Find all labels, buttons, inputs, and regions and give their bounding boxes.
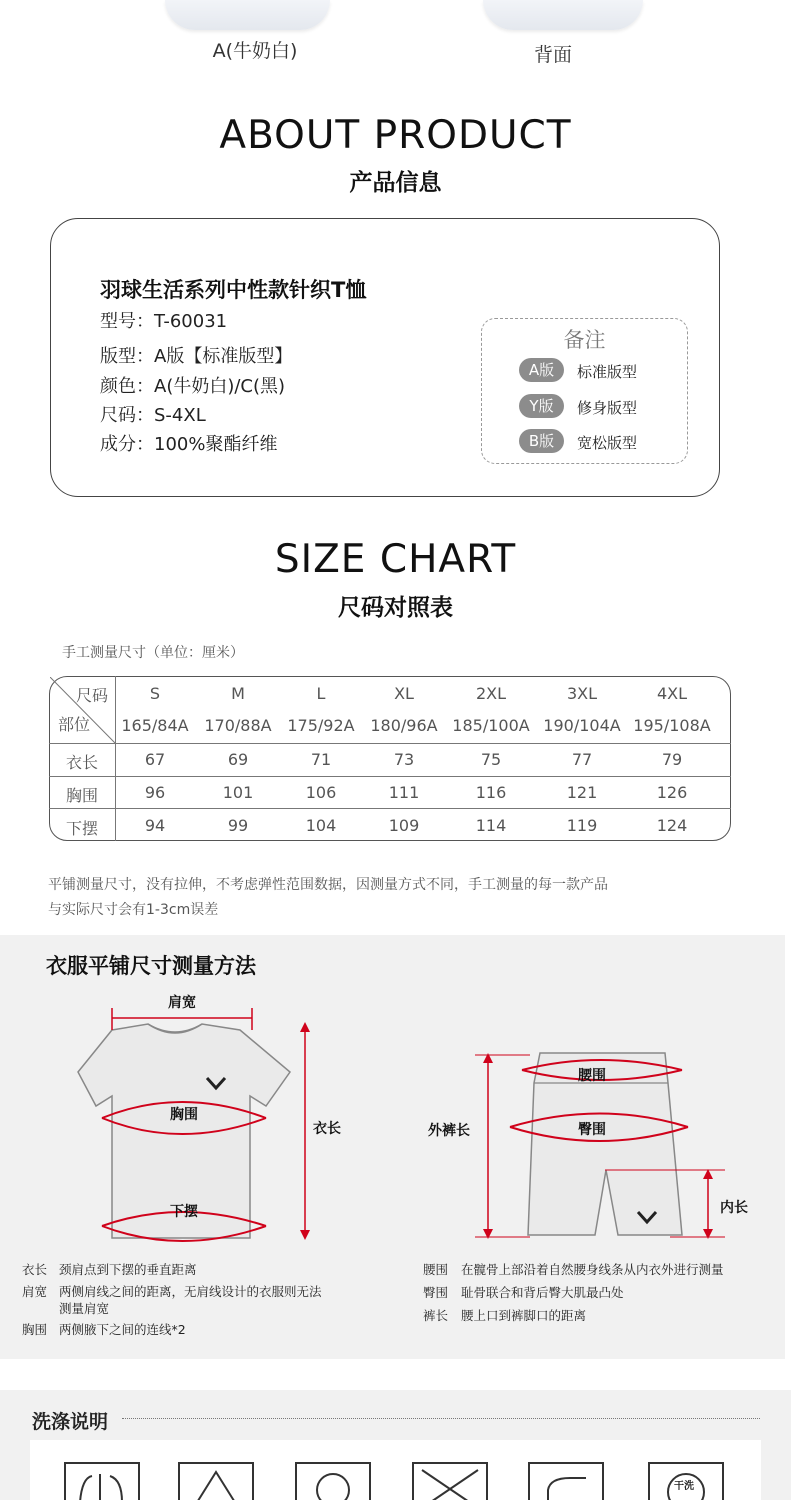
size-header: 4XL	[656, 684, 688, 703]
label-outer-length: 外裤长	[428, 1123, 470, 1139]
dry-clean-icon	[648, 1462, 724, 1500]
table-cell: 119	[566, 816, 598, 835]
spec-size: 尺码：S-4XL	[100, 405, 206, 426]
wash-title: 洗涤说明	[32, 1411, 109, 1433]
table-cell: 111	[388, 783, 420, 802]
table-cell: 121	[566, 783, 598, 802]
table-cell: 124	[656, 816, 688, 835]
back-shirt-image	[483, 0, 643, 30]
label-chest: 胸围	[170, 1107, 198, 1123]
unit-note: 手工测量尺寸（单位：厘米）	[62, 645, 244, 661]
table-cell: 79	[661, 750, 683, 769]
table-cell: 77	[571, 750, 593, 769]
legend-right-key-2: 臀围	[423, 1285, 449, 1300]
wash-divider	[122, 1418, 760, 1419]
table-divider	[49, 808, 731, 809]
height-header: 170/88A	[204, 716, 272, 735]
dry-clean-label: 干洗	[674, 1481, 694, 1492]
legend-right-value-1: 在髋骨上部沿着自然腰身线条从内衣外进行测量	[461, 1262, 724, 1277]
label-shoulder: 肩宽	[168, 995, 196, 1011]
fit-text-y: 修身版型	[577, 399, 638, 417]
label-inner-length: 内长	[720, 1200, 748, 1216]
table-cell: 104	[305, 816, 337, 835]
product-name: 羽球生活系列中性款针织T恤	[100, 278, 367, 302]
legend-left-key-3: 胸围	[22, 1322, 48, 1337]
legend-left-value-3: 两侧腋下之间的连线*2	[59, 1322, 186, 1337]
disclaimer-line-2: 与实际尺寸会有1-3cm误差	[48, 902, 219, 918]
table-cell: 94	[144, 816, 166, 835]
table-cell: 75	[480, 750, 502, 769]
legend-left-key-1: 衣长	[22, 1262, 48, 1277]
size-header: S	[149, 684, 161, 703]
legend-right-value-3: 腰上口到裤脚口的距离	[461, 1308, 587, 1323]
fit-text-b: 宽松版型	[577, 434, 638, 452]
legend-right-key-1: 腰围	[423, 1262, 449, 1277]
measure-title: 衣服平铺尺寸测量方法	[46, 954, 256, 978]
note-title: 备注	[563, 328, 606, 352]
table-divider	[49, 776, 731, 777]
table-cell: 99	[227, 816, 249, 835]
table-cell: 109	[388, 816, 420, 835]
size-header: 2XL	[475, 684, 507, 703]
about-subtitle: 产品信息	[349, 170, 442, 196]
front-shirt-image	[165, 0, 330, 30]
table-cell: 116	[475, 783, 507, 802]
no-bleach-icon	[178, 1462, 254, 1500]
table-cell: 114	[475, 816, 507, 835]
fit-tag-b: B版	[519, 429, 564, 453]
label-length: 衣长	[313, 1121, 341, 1137]
spec-material: 成分：100%聚酯纤维	[100, 434, 278, 455]
back-caption: 背面	[533, 44, 572, 66]
legend-left-value-2: 两侧肩线之间的距离，无肩线设计的衣服则无法	[59, 1284, 322, 1299]
tumble-dry-icon	[295, 1462, 371, 1500]
table-cell: 106	[305, 783, 337, 802]
size-header: XL	[394, 684, 414, 703]
row-label: 下摆	[65, 819, 98, 838]
row-label: 胸围	[65, 786, 98, 805]
about-title: ABOUT PRODUCT	[219, 113, 572, 158]
legend-left-key-2: 肩宽	[22, 1284, 48, 1299]
table-cell: 96	[144, 783, 166, 802]
fit-tag-a: A版	[519, 358, 564, 382]
disclaimer-line-1: 平铺测量尺寸，没有拉伸，不考虑弹性范围数据，因测量方式不同，手工测量的每一款产品	[48, 877, 608, 893]
label-hem: 下摆	[170, 1204, 198, 1220]
size-chart-title: SIZE CHART	[274, 537, 517, 582]
table-cell: 69	[227, 750, 249, 769]
table-cell: 73	[393, 750, 415, 769]
table-cell: 101	[222, 783, 254, 802]
fit-tag-y: Y版	[519, 394, 564, 418]
size-header: 3XL	[566, 684, 598, 703]
height-header: 175/92A	[287, 716, 355, 735]
table-divider	[49, 743, 731, 744]
size-header: M	[231, 684, 245, 703]
size-header: L	[316, 684, 326, 703]
fit-text-a: 标准版型	[577, 363, 638, 381]
hand-wash-icon	[64, 1462, 140, 1500]
legend-left-value-2b: 测量肩宽	[59, 1301, 110, 1316]
spec-model: 型号：T-60031	[100, 311, 228, 332]
corner-size-label: 尺码	[76, 686, 109, 705]
height-header: 185/100A	[452, 716, 530, 735]
table-cell: 71	[310, 750, 332, 769]
height-header: 180/96A	[370, 716, 438, 735]
iron-icon	[528, 1462, 604, 1500]
height-header: 190/104A	[543, 716, 621, 735]
size-chart-subtitle: 尺码对照表	[338, 595, 453, 621]
legend-right-value-2: 耻骨联合和背后臀大肌最凸处	[461, 1285, 624, 1300]
table-cell: 67	[144, 750, 166, 769]
legend-right-key-3: 裤长	[423, 1308, 449, 1323]
height-header: 165/84A	[121, 716, 189, 735]
table-cell: 126	[656, 783, 688, 802]
spec-color: 颜色：A(牛奶白)/C(黑)	[100, 376, 286, 397]
legend-left-value-1: 颈肩点到下摆的垂直距离	[59, 1262, 197, 1277]
label-hip: 臀围	[578, 1122, 606, 1138]
no-wring-icon	[412, 1462, 488, 1500]
front-caption: A(牛奶白)	[212, 40, 298, 62]
spec-fit: 版型：A版【标准版型】	[100, 346, 293, 367]
row-label: 衣长	[65, 753, 98, 772]
height-header: 195/108A	[633, 716, 711, 735]
corner-part-label: 部位	[58, 715, 91, 734]
label-waist: 腰围	[578, 1068, 606, 1084]
